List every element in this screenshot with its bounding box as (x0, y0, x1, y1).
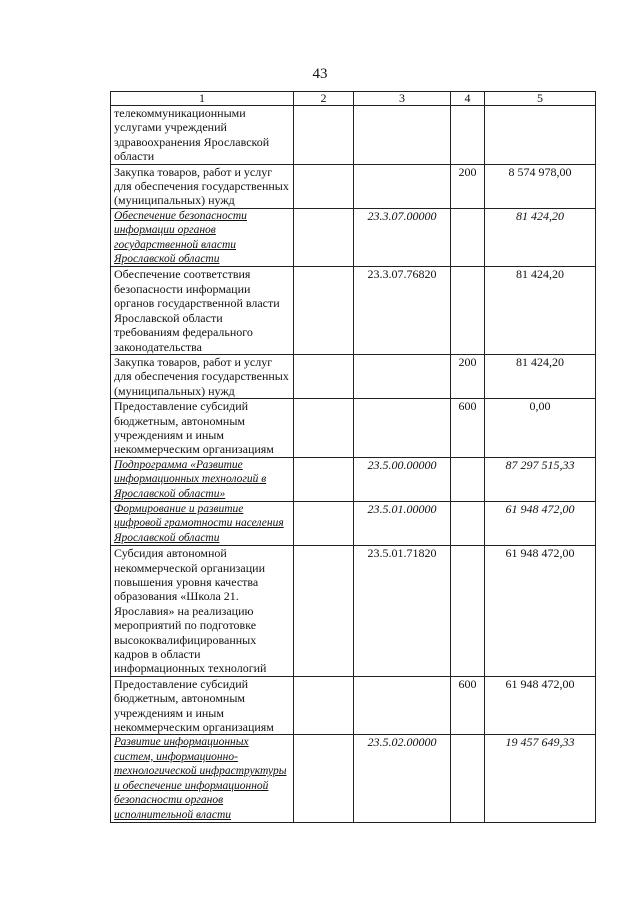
row-code (354, 399, 451, 458)
page-number: 43 (312, 66, 328, 82)
table-row (111, 457, 596, 501)
table-row (111, 501, 596, 545)
table-header-row (111, 92, 596, 106)
row-kvr: 600 (451, 676, 485, 735)
row-col2 (294, 676, 354, 735)
table-row (111, 354, 596, 398)
row-amount: 81 424,20 (485, 208, 596, 267)
row-kvr (451, 208, 485, 267)
row-name: телекоммуникационными услугами учреждений здравоохранения Ярославской области (111, 106, 294, 165)
row-code: 23.5.00.00000 (354, 457, 451, 501)
row-name: Формирование и развитие цифровой грамотности населения Ярославской области (111, 501, 294, 545)
table-row (111, 676, 596, 735)
row-amount: 81 424,20 (485, 354, 596, 398)
row-code: 23.5.01.71820 (354, 546, 451, 677)
row-kvr: 200 (451, 354, 485, 398)
row-code (354, 164, 451, 208)
row-col2 (294, 106, 354, 165)
row-col2 (294, 501, 354, 545)
row-name: Предоставление субсидий бюджетным, автономным учреждениям и иным некоммерческим организациям (111, 399, 294, 458)
row-code (354, 354, 451, 398)
row-col2 (294, 267, 354, 354)
row-amount: 0,00 (485, 399, 596, 458)
budget-table (110, 91, 596, 823)
row-code: 23.3.07.00000 (354, 208, 451, 267)
row-name: Развитие информационных систем, информационно-технологической инфраструктуры и обеспечение информационной безопасности органов исполнительной власти (111, 735, 294, 822)
row-kvr (451, 106, 485, 165)
row-amount: 61 948 472,00 (485, 676, 596, 735)
column-header-3: 3 (354, 92, 451, 106)
row-kvr (451, 735, 485, 822)
row-code: 23.5.01.00000 (354, 501, 451, 545)
row-amount: 61 948 472,00 (485, 546, 596, 677)
row-col2 (294, 546, 354, 677)
table-row (111, 208, 596, 267)
row-code: 23.3.07.76820 (354, 267, 451, 354)
row-code: 23.5.02.00000 (354, 735, 451, 822)
row-col2 (294, 164, 354, 208)
row-amount: 87 297 515,33 (485, 457, 596, 501)
row-amount: 61 948 472,00 (485, 501, 596, 545)
row-col2 (294, 399, 354, 458)
row-col2 (294, 208, 354, 267)
column-header-1: 1 (111, 92, 294, 106)
row-name: Обеспечение безопасности информации органов государственной власти Ярославской области (111, 208, 294, 267)
table-row (111, 164, 596, 208)
row-amount: 81 424,20 (485, 267, 596, 354)
row-name: Подпрограмма «Развитие информационных технологий в Ярославской области» (111, 457, 294, 501)
row-col2 (294, 735, 354, 822)
row-name: Закупка товаров, работ и услуг для обеспечения государственных (муниципальных) нужд (111, 354, 294, 398)
row-col2 (294, 457, 354, 501)
row-code (354, 676, 451, 735)
row-amount (485, 106, 596, 165)
column-header-4: 4 (451, 92, 485, 106)
row-kvr (451, 267, 485, 354)
row-name: Закупка товаров, работ и услуг для обеспечения государственных (муниципальных) нужд (111, 164, 294, 208)
row-kvr (451, 457, 485, 501)
row-kvr: 200 (451, 164, 485, 208)
row-name: Обеспечение соответствия безопасности информации органов государственной власти Ярославской области требованиям федерального законодательства (111, 267, 294, 354)
row-kvr: 600 (451, 399, 485, 458)
table-row (111, 399, 596, 458)
table-row (111, 106, 596, 165)
table-row (111, 546, 596, 677)
row-kvr (451, 501, 485, 545)
row-kvr (451, 546, 485, 677)
row-amount: 8 574 978,00 (485, 164, 596, 208)
table-row (111, 267, 596, 354)
column-header-5: 5 (485, 92, 596, 106)
row-name: Субсидия автономной некоммерческой организации повышения уровня качества образования «Школа 21. Ярославия» на реализацию мероприятий по подготовке высококвалифицированных кадров в области информационных технологий (111, 546, 294, 677)
column-header-2: 2 (294, 92, 354, 106)
row-code (354, 106, 451, 165)
table-row (111, 735, 596, 822)
row-name: Предоставление субсидий бюджетным, автономным учреждениям и иным некоммерческим организациям (111, 676, 294, 735)
row-col2 (294, 354, 354, 398)
row-amount: 19 457 649,33 (485, 735, 596, 822)
